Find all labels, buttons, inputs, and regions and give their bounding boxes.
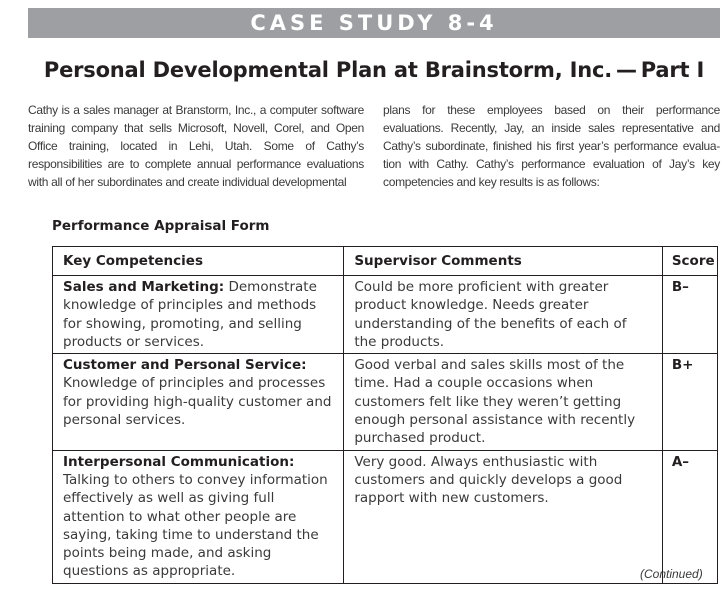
intro-paragraph-left: Cathy is a sales manager at Branstorm, Inc., a computer software training company that sells Microsoft, Novell, Corel, and Open Office training, located in Lehi, Utah. Some of Cathy’s responsibilities are to complete annual performance evaluations with all of her subordinates and create individual developmental xyxy=(28,103,364,189)
continued-note: (Continued) xyxy=(640,567,703,581)
table-row xyxy=(53,450,718,583)
case-study-title: Personal Developmental Plan at Brainstorm, Inc. — Part I xyxy=(43,58,705,82)
header-supervisor-comments: Supervisor Comments xyxy=(344,247,662,276)
performance-appraisal-table xyxy=(52,246,718,584)
supervisor-comment: Could be more proficient with greater product knowledge. Needs greater understanding of the benefits of each of the products. xyxy=(344,276,662,354)
header-score: Score xyxy=(662,247,717,276)
score-value: B– xyxy=(662,276,717,354)
form-heading: Performance Appraisal Form xyxy=(52,218,270,234)
table-row xyxy=(53,276,718,354)
case-study-banner: CASE STUDY 8-4 xyxy=(28,8,720,38)
competency-cell xyxy=(53,276,344,354)
competency-cell xyxy=(53,450,344,583)
competency-name: Customer and Personal Service: xyxy=(63,357,307,374)
table-header-row xyxy=(53,247,718,276)
supervisor-comment: Very good. Always enthusiastic with customers and quickly develops a good rapport with new customers. xyxy=(344,450,662,583)
header-key-competencies: Key Competencies xyxy=(53,247,344,276)
competency-description: Talking to others to convey information effectively as well as giving full attention to what other people are saying, taking time to understand the points being made, and asking questions as appropriate. xyxy=(63,471,328,580)
competency-description: Demonstrate knowledge of principles and methods for showing, promoting, and selling products or services. xyxy=(63,279,317,350)
competency-name: Interpersonal Communication: xyxy=(63,453,295,470)
score-value: A– xyxy=(662,450,717,583)
competency-description: Knowledge of principles and processes for providing high-quality customer and personal services. xyxy=(63,375,332,429)
competency-name: Sales and Marketing: xyxy=(63,279,225,295)
score-value: B+ xyxy=(662,354,717,450)
supervisor-comment: Good verbal and sales skills most of the time. Had a couple occasions when customers felt like they weren’t getting enough personal assistance with recently purchased product. xyxy=(344,354,662,450)
competency-cell xyxy=(53,354,344,450)
table-row xyxy=(53,354,718,450)
intro-paragraph-right: plans for these employees based on their performance evaluations. Recently, Jay, an inside sales representative and Cathy’s subordinate, finished his first year’s performance evalua-tion with Cathy. Cathy’s performance evaluation of Jay’s key competencies and key results is as follows: xyxy=(383,103,720,189)
